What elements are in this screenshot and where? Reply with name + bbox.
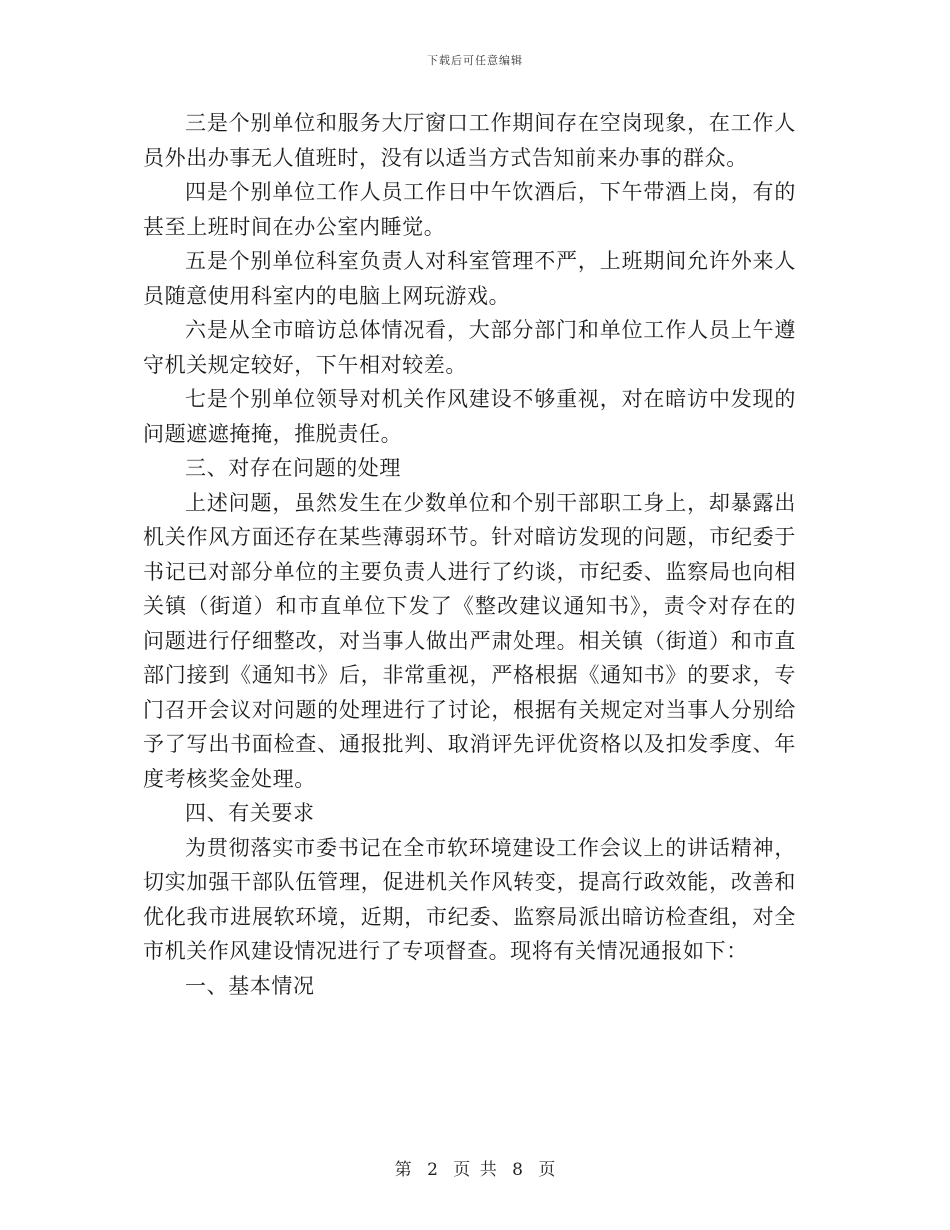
paragraph-item-4: 四是个别单位工作人员工作日中午饮酒后，下午带酒上岗，有的甚至上班时间在办公室内睡觉。 — [143, 180, 796, 239]
paragraph-item-3: 三是个别单位和服务大厅窗口工作期间存在空岗现象，在工作人员外出办事无人值班时，没有以适当方式告知前来办事的群众。 — [143, 111, 796, 170]
footer-prefix: 第 — [394, 1160, 412, 1180]
paragraph-item-6: 六是从全市暗访总体情况看，大部分部门和单位工作人员上午遵守机关规定较好，下午相对较差。 — [143, 318, 796, 377]
paragraph-item-7: 七是个别单位领导对机关作风建设不够重视，对在暗访中发现的问题遮遮掩掩，推脱责任。 — [143, 387, 796, 446]
footer-total-pages: 8 — [512, 1160, 523, 1180]
footer-suffix: 页 — [538, 1160, 556, 1180]
section-heading-1: 一、基本情况 — [185, 973, 315, 998]
paragraph-handling: 上述问题，虽然发生在少数单位和个别干部职工身上，却暴露出机关作风方面还存在某些薄弱环节。针对暗访发现的问题，市纪委于书记已对部分单位的主要负责人进行了约谈，市纪委、监察局也向相关镇（街道）和市直单位下发了《整改建议通知书》，责令对存在的问题进行仔细整改，对当事人做出严肃处理。相关镇（街道）和市直部门接到《通知书》后，非常重视，严格根据《通知书》的要求，专门召开会议对问题的处理进行了讨论，根据有关规定对当事人分别给予了写出书面检查、通报批判、取消评先评优资格以及扣发季度、年度考核奖金处理。 — [143, 490, 796, 791]
footer-middle: 页 共 — [453, 1160, 497, 1180]
section-heading-3: 三、对存在问题的处理 — [185, 456, 401, 480]
page-header: 下载后可任意编辑 — [427, 54, 523, 67]
paragraph-item-5: 五是个别单位科室负责人对科室管理不严，上班期间允许外来人员随意使用科室内的电脑上网玩游戏。 — [143, 249, 796, 308]
paragraph-intro: 为贯彻落实市委书记在全市软环境建设工作会议上的讲话精神，切实加强干部队伍管理，促进机关作风转变，提高行政效能，改善和优化我市进展软环境，近期，市纪委、监察局派出暗访检查组，对全市机关作风建设情况进行了专项督查。现将有关情况通报如下： — [143, 835, 796, 963]
section-heading-4: 四、有关要求 — [185, 801, 315, 825]
page-footer — [0, 1155, 950, 1180]
footer-page-number: 2 — [427, 1160, 438, 1180]
document-body — [143, 106, 796, 1003]
